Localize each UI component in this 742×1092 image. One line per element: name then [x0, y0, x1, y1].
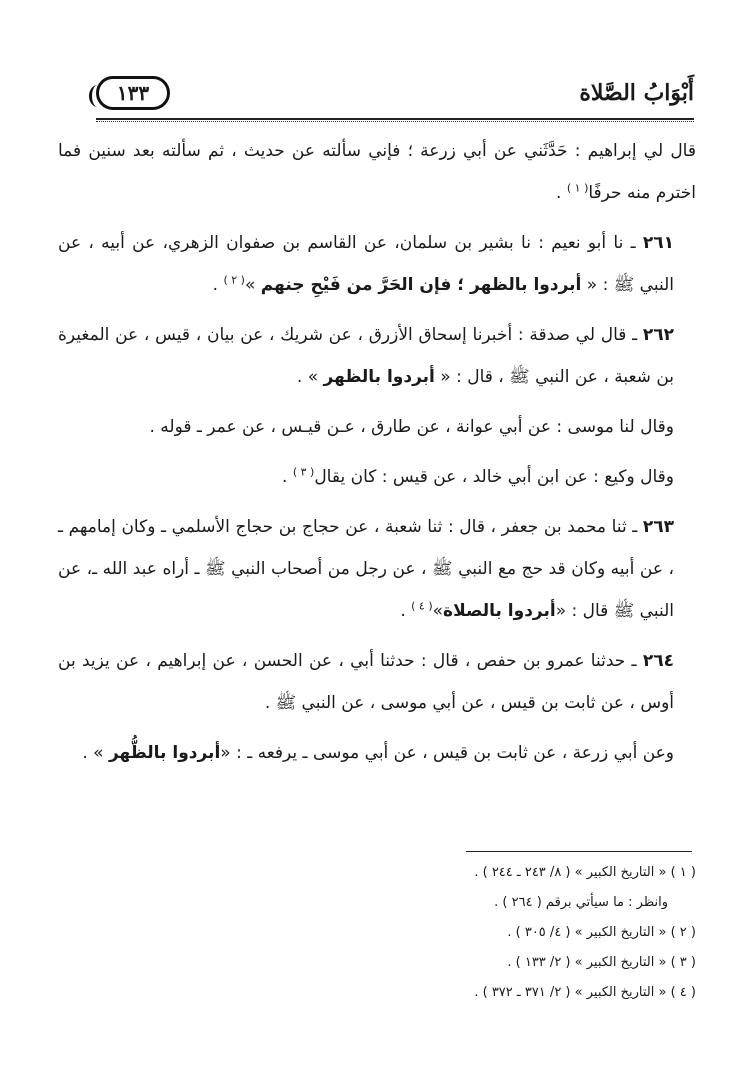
footnote-ref: ( ١ )	[566, 181, 589, 195]
hadith-261: ٢٦١ ـ نا أبو نعيم : نا بشير بن سلمان، عن القاسم بن صفوان الزهري، عن أبيه ، عن النبي ﷺ : « أبردوا بالظهر ؛ فإن الحَرَّ من فَيْحِ جنهم »$^{( ٢ )}$ .	[58, 233, 674, 295]
footnotes	[300, 858, 696, 1008]
paragraph-musa: وقال لنا موسى : عن أبي عوانة ، عن طارق ، عـن قيـس ، عن عمر ـ قوله .	[149, 417, 674, 437]
footnote-ref: ( ٤ )	[411, 599, 433, 613]
footnote-ref: ( ٣ )	[292, 465, 315, 479]
header-rule	[96, 118, 694, 120]
hadith-number: ٢٦٢	[642, 325, 674, 345]
hadith-264: ٢٦٤ ـ حدثنا عمرو بن حفص ، قال : حدثنا أبي ، عن الحسن ، عن إبراهيم ، عن يزيد بن أوس ، عن ثابت بن قيس ، عن أبي موسى ، عن النبي ﷺ .	[58, 651, 674, 713]
hadith-number: ٢٦١	[642, 233, 674, 253]
paragraph-waki: وقال وكيع : عن ابن أبي خالد ، عن قيس : كان يقال$^{( ٣ )}$ .	[282, 465, 674, 487]
hadith-matn: أبردوا بالظُّهر	[108, 743, 221, 763]
footnote-3: ( ٣ ) « التاريخ الكبير » ( ٢/ ١٣٣ ) .	[507, 955, 696, 970]
hadith-matn: أبردوا بالظهر	[323, 367, 435, 387]
footnote-separator	[466, 851, 692, 852]
hadith-matn: أبردوا بالظهر ؛ فإن الحَرَّ من فَيْحِ جنهم	[260, 275, 582, 295]
paragraph-abu-zura: وعن أبي زرعة ، عن ثابت بن قيس ، عن أبي موسى ـ يرفعه ـ : «أبردوا بالظُّهر » .	[82, 743, 674, 763]
footnote-4: ( ٤ ) « التاريخ الكبير » ( ٢/ ٣٧١ ـ ٣٧٢ ) .	[474, 985, 696, 1000]
header-dotted-rule	[96, 121, 694, 122]
footnote-ref: ( ٢ )	[223, 273, 245, 287]
footnote-1-note: وانظر : ما سيأتي برقم ( ٢٦٤ ) .	[494, 895, 668, 910]
hadith-262: ٢٦٢ ـ قال لي صدقة : أخبرنا إسحاق الأزرق ، عن شريك ، عن بيان ، قيس ، عن المغيرة بن شعبة ، عن النبي ﷺ ، قال : « أبردوا بالظهر » .	[58, 325, 674, 387]
footnote-2: ( ٢ ) « التاريخ الكبير » ( ٤/ ٣٠٥ ) .	[507, 925, 696, 940]
page-header	[96, 74, 694, 118]
main-text	[58, 130, 696, 774]
footnote-1: ( ١ ) « التاريخ الكبير » ( ٨/ ٢٤٣ ـ ٢٤٤ ) .	[474, 865, 696, 880]
hadith-263: ٢٦٣ ـ ثنا محمد بن جعفر ، قال : ثنا شعبة ، عن حجاج بن حجاج الأسلمي ـ وكان إمامهم ـ ، عن أبيه وكان قد حج مع النبي ﷺ ، عن رجل من أصحاب النبي ﷺ ـ أراه عبد الله ـ، عن النبي ﷺ قال : «أبردوا بالصلاة»$^{( ٤ )}$ .	[58, 517, 674, 621]
hadith-number: ٢٦٤	[642, 651, 674, 671]
paragraph-intro: قال لي إبراهيم : حَدَّثَني عن أبي زرعة ؛ فإني سألته عن حديث ، ثم سألته بعد سنين فما اخترم منه حرفًا$^{( ١ )}$ .	[58, 141, 696, 203]
hadith-number: ٢٦٣	[642, 517, 674, 537]
hadith-matn: أبردوا بالصلاة	[443, 601, 556, 621]
chapter-title: أَبْوَابُ الصَّلاة	[579, 80, 694, 106]
page-number: ١٣٣	[96, 76, 170, 110]
